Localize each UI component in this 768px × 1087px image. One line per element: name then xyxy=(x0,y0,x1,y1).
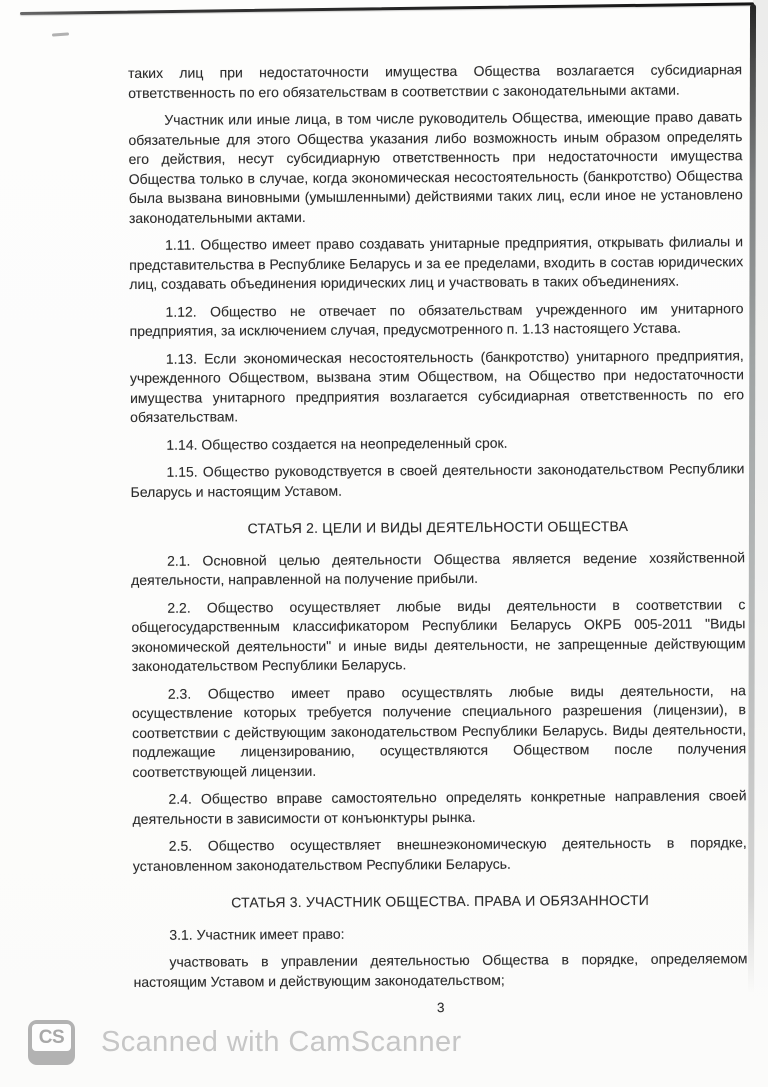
section-heading: СТАТЬЯ 2. ЦЕЛИ И ВИДЫ ДЕЯТЕЛЬНОСТИ ОБЩЕСТВА xyxy=(247,517,629,537)
document-paragraph: 1.13. Если экономическая несостоятельность (банкротство) унитарного предприятия, учрежденного Обществом, вызвана этим Обществом, на Общество при недостаточности имущества унитарного предприятия возлагается субсидиарная ответственность по его обязательствам. xyxy=(129,346,745,425)
section-heading: СТАТЬЯ 3. УЧАСТНИК ОБЩЕСТВА. ПРАВА И ОБЯЗАННОСТИ xyxy=(231,891,650,911)
camscanner-label: Scanned with CamScanner xyxy=(101,1026,462,1058)
document-paragraph: 1.12. Общество не отвечает по обязательствам учрежденного им унитарного предприятия, за исключением случая, предусмотренного п. 1.13 настоящего Устава. xyxy=(129,299,744,339)
scan-artifact-dash xyxy=(52,32,69,36)
document-paragraph: 3.1. Участник имеет право: xyxy=(169,925,345,943)
camscanner-logo-icon xyxy=(28,1020,75,1065)
document-paragraph: 1.11. Общество имеет право создавать унитарные предприятия, открывать филиалы и представительства в Республике Беларусь и за ее пределами, входить в состав юридических лиц, создавать объединения юридических лиц и участвовать в таких объединениях. xyxy=(129,233,744,292)
document-paragraph: 1.15. Общество руководствуется в своей деятельности законодательством Республики Беларусь и настоящим Уставом. xyxy=(130,460,745,500)
document-paragraph: 1.14. Общество создается на неопределенный срок. xyxy=(166,434,508,453)
document-paragraph: Участник или иные лица, в том числе руководитель Общества, имеющие право давать обязательные для этого Общества указания либо возможность иным образом определять его действия, несут субсидиарную ответственность при недостаточности имущества Общества только в случае, когда экономическая несостоятельность (банкротство) Общества была вызвана виновными (умышленными) действиями таких лиц, если иное не установлено законодательными актами. xyxy=(128,108,743,226)
document-paragraph: таких лиц при недостаточности имущества Общества возлагается субсидиарная ответственность по его обязательствам в соответствии с законодательными актами. xyxy=(128,61,743,101)
document-paragraph: участвовать в управлении деятельностью Общества в порядке, определяемом настоящим Уставом и действующим законодательством; xyxy=(133,950,748,990)
document-body xyxy=(128,60,748,1019)
document-paragraph: 2.2. Общество осуществляет любые виды деятельности в соответствии с общегосударственным классификатором Республики Беларусь ОКРБ 005-2011 "Виды экономической деятельности" и иные виды деятельности, не запрещенные действующим законодательством Республики Беларусь. xyxy=(131,595,746,674)
camscanner-logo-text: CS xyxy=(32,1024,71,1051)
document-paragraph: 2.1. Основной целью деятельности Общества является ведение хозяйственной деятельности, направленной на получение прибыли. xyxy=(131,548,746,588)
document-paragraph: 2.5. Общество осуществляет внешнеэкономическую деятельность в порядке, установленном законодательством Республики Беларусь. xyxy=(132,834,747,874)
document-paragraph: 2.4. Общество вправе самостоятельно определять конкретные направления своей деятельности в зависимости от конъюнктуры рынка. xyxy=(132,787,747,827)
page-number: 3 xyxy=(436,1000,445,1016)
document-paragraph: 2.3. Общество имеет право осуществлять любые виды деятельности, на осуществление которых требуется получение специального разрешения (лицензии), в соответствии с действующим законодательством Республики Беларусь. Виды деятельности, подлежащие лицензированию, осуществляются Обществом после получения соответствующей лицензии. xyxy=(131,681,747,780)
scan-edge-top xyxy=(20,2,754,15)
camscanner-watermark xyxy=(28,1020,462,1065)
